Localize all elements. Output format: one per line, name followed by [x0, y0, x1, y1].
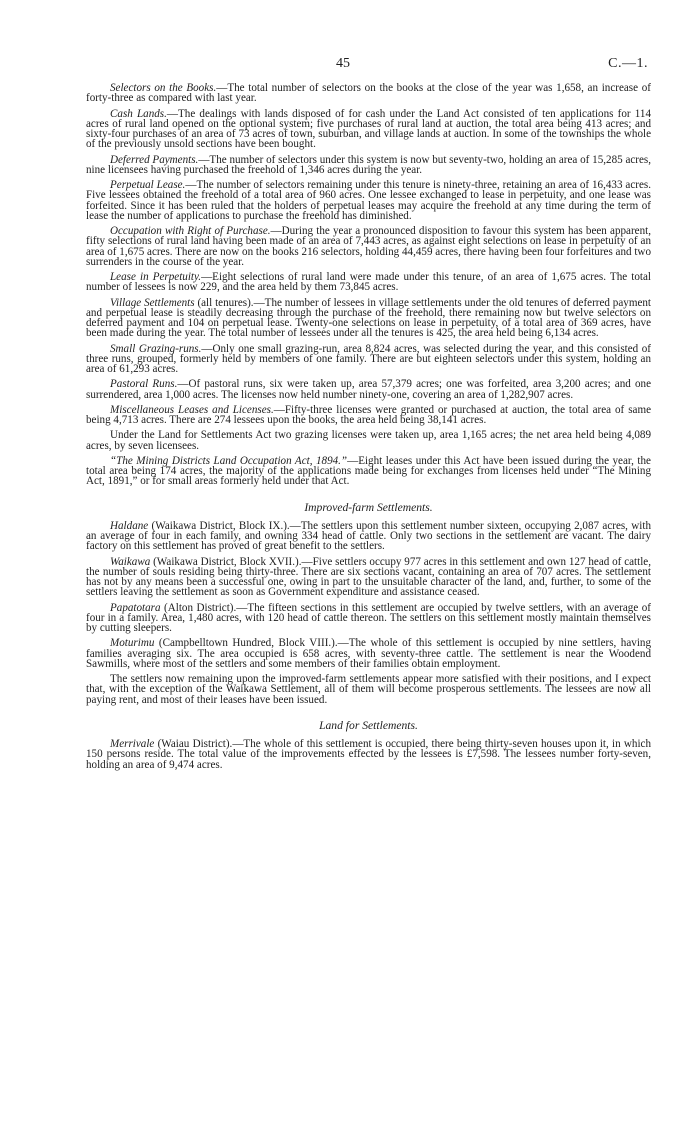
paragraph-selectors-on-books: Selectors on the Books.—The total number of selectors on the books at the close of the year was 1,658, an increase of forty-three as compared with last year. [86, 82, 651, 105]
paragraph-moturimu: Moturimu (Campbelltown Hundred, Block VIII.).—The whole of this settlement is occupied by nine settlers, having families averaging six. The area occupied is 658 acres, with seventy-three cattle. The settlement is near the Woodend Sawmills, where most of the settlers and some members of their families obtain employment. [86, 637, 651, 670]
paragraph-perpetual-lease: Perpetual Lease.—The number of selectors remaining under this tenure is ninety-three, retaining an area of 16,433 acres. Five lessees obtained the freehold of a total area of 960 acres. One lessee exchanged to lease in perpetuity, and one lease was forfeited. Since it has been ruled that the holders of perpetual leases may acquire the freehold at any time during the term of lease the number of applications to purchase the freehold has diminished. [86, 179, 651, 222]
paragraph-waikawa: Waikawa (Waikawa District, Block XVII.).—Five settlers occupy 977 acres in this settlement and own 127 head of cattle, the number of souls residing being thirty-three. There are six sections vacant, containing an area of 707 acres. The settlement has not by any means been a successful one, owing in part to the unsuitable character of the land, and, further, to some of the settlers leaving the settlement as soon as Government expenditure and assistance ceased. [86, 555, 651, 599]
paragraph-pastoral-runs: Pastoral Runs.—Of pastoral runs, six were taken up, area 57,379 acres; one was forfeited, area 3,200 acres; and one surrendered, area 1,000 acres. The licenses now held number ninety-one, covering an area of 1,282,907 acres. [86, 378, 651, 401]
paragraph-occupation-right-of-purchase: Occupation with Right of Purchase.—During the year a pronounced disposition to favour this system has been apparent, fifty selections of rural land having been made of an area of 7,443 acres, as against eight selections on lease in perpetuity of an area of 1,675 acres. There are now on the books 216 selectors, holding 44,459 acres, there having been four forfeitures and two surrenders in the course of the year. [86, 225, 651, 268]
document-body [86, 83, 651, 775]
paragraph-merrivale: Merrivale (Waiau District).—The whole of this settlement is occupied, there being thirty-seven houses upon it, in which 150 persons reside. The total value of the improvements effected by the lessees is £7,598. The lessees number forty-seven, holding an area of 9,474 acres. [86, 738, 651, 771]
paragraph-improved-farm-summary: The settlers now remaining upon the improved-farm settlements appear more satisfied with their positions, and I expect that, with the exception of the Waikawa Settlement, all of them will become prosperous settlements. The lessees are now all paying rent, and most of their leases have been issued. [86, 673, 651, 706]
document-code: C.—1. [608, 56, 648, 71]
paragraph-mining-districts-act: “The Mining Districts Land Occupation Act, 1894.”—Eight leases under this Act have been issued during the year, the total area being 174 acres, the majority of the applications made being for exchanges from licenses held under “The Mining Act, 1891,” or for small areas formerly held under that Act. [86, 454, 651, 488]
paragraph-small-grazing-runs: Small Grazing-runs.—Only one small grazing-run, area 8,824 acres, was selected during the year, and this consisted of three runs, grouped, formerly held by members of one family. There are but eighteen selectors under this system, holding an area of 61,293 acres. [86, 342, 651, 375]
paragraph-miscellaneous-leases: Miscellaneous Leases and Licenses.—Fifty-three licenses were granted or purchased at auction, the total area of same being 4,713 acres. There are 274 lessees upon the books, the area held being 38,141 acres. [86, 403, 651, 426]
paragraph-deferred-payments: Deferred Payments.—The number of selectors under this system is now but seventy-two, holding an area of 15,285 acres, nine licensees having purchased the freehold of 1,346 acres during the year. [86, 153, 651, 176]
section-heading-improved-farm: Improved-farm Settlements. [304, 500, 433, 514]
page-header [0, 56, 700, 76]
paragraph-papatotara: Papatotara (Alton District).—The fifteen sections in this settlement are occupied by twelve settlers, with an average of four in a family. Area, 1,480 acres, with 120 head of cattle thereon. The settlers on this settlement mostly maintain themselves by cutting sleepers. [86, 601, 651, 634]
section-heading-land-for-settlements: Land for Settlements. [319, 718, 418, 732]
paragraph-village-settlements: Village Settlements (all tenures).—The number of lessees in village settlements under the old tenures of deferred payment and perpetual lease is steadily decreasing through the purchase of the freehold, there remaining now but twelve selectors on deferred payment and 104 on perpetual lease. Twenty-one selections on lease in perpetuity, of a total area of 369 acres, have been made during the year. The total number of lessees under all the tenures is 425, the area held being 6,134 acres. [86, 296, 651, 340]
paragraph-cash-lands: Cash Lands.—The dealings with lands disposed of for cash under the Land Act consisted of ten applications for 114 acres of rural land opened on the optional system; five purchases of rural land at auction, the total area being 413 acres; and sixty-four purchases of an area of 73 acres of town, suburban, and village lands at auction. In some of the townships the whole of the previously unsold sections have been bought. [86, 107, 651, 151]
paragraph-haldane: Haldane (Waikawa District, Block IX.).—The settlers upon this settlement number sixteen, occupying 2,087 acres, with an average of four in each family, and owning 334 head of cattle. Only two sections in the settlement are vacant. The dairy factory on this settlement has proved of great benefit to the settlers. [86, 519, 651, 553]
paragraph-lease-in-perpetuity: Lease in Perpetuity.—Eight selections of rural land were made under this tenure, of an area of 1,675 acres. The total number of lessees is now 229, and the area held by them 73,845 acres. [86, 271, 651, 294]
page-number: 45 [336, 56, 350, 71]
paragraph-land-for-settlements-act: Under the Land for Settlements Act two grazing licenses were taken up, area 1,165 acres; the net area held being 4,089 acres, by seven licensees. [86, 429, 651, 452]
